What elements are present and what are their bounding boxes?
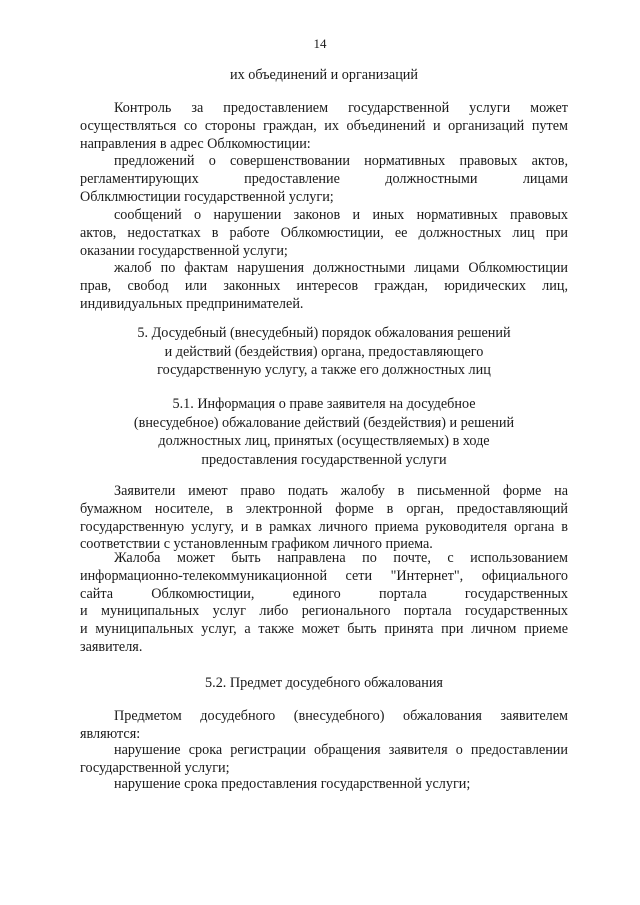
- text-line: актов, недостатках в работе Облкомюстиции, ее должностных лиц при: [80, 224, 568, 241]
- paragraph-reports: [80, 207, 568, 260]
- heading-line: государственную услугу, а также его должностных лиц: [157, 362, 491, 378]
- text-line: соответствии с установленным графиком личного приема.: [80, 536, 433, 553]
- text-line: осуществляться со стороны граждан, их объединений и организаций путем: [80, 117, 568, 134]
- heading-line: 5.1. Информация о праве заявителя на досудебное: [172, 396, 476, 412]
- paragraph-deadline-violation: [80, 776, 568, 794]
- text-line: индивидуальных предпринимателей.: [80, 295, 304, 312]
- text-line: информационно-телекоммуникационной сети "Интернет", официального: [80, 567, 568, 584]
- text-line: прав, свобод или законных интересов граждан, юридических лиц,: [80, 277, 568, 294]
- text-line: Заявители имеют право подать жалобу в письменной форме на: [114, 483, 568, 499]
- text-line: регламентирующих предоставление должностными лицами: [80, 170, 568, 187]
- heading-line: (внесудебное) обжалование действий (бездействия) и решений: [133, 414, 515, 431]
- page-number: 14: [313, 36, 327, 51]
- text-line: Предметом досудебного (внесудебного) обжалования заявителем: [114, 708, 568, 724]
- text-line: Контроль за предоставлением государственной услуги может: [114, 100, 568, 116]
- continued-heading: их объединений и организаций: [230, 67, 418, 83]
- text-line: являются:: [80, 725, 141, 742]
- section-heading-5-1: [80, 395, 568, 469]
- text-line: сообщений о нарушении законов и иных нормативных правовых: [114, 207, 568, 223]
- text-line: Облклмюстиции государственной услуги;: [80, 188, 334, 205]
- text-line: предложений о совершенствовании нормативных правовых актов,: [114, 153, 568, 169]
- text-line: сайта Облкомюстиции, единого портала государственных: [80, 585, 568, 602]
- text-line: и муниципальных услуг, а также может быть принята при личном приеме: [80, 621, 568, 638]
- paragraph-right-to-complain: [80, 483, 568, 554]
- section-heading-5: [80, 324, 568, 380]
- paragraph-control: [80, 100, 568, 153]
- text-line: нарушение срока предоставления государственной услуги;: [114, 776, 471, 792]
- heading-line: и действий (бездействия) органа, предоставляющего: [164, 343, 484, 360]
- text-line: государственной услуги;: [80, 759, 230, 776]
- text-line: оказании государственной услуги;: [80, 242, 288, 259]
- text-line: и муниципальных услуг либо регионального портала государственных: [80, 603, 568, 620]
- text-line: Жалоба может быть направлена по почте, с использованием: [114, 550, 568, 566]
- text-line: бумажном носителе, в электронной форме в орган, предоставляющий: [80, 500, 568, 517]
- section-heading-5-2: 5.2. Предмет досудебного обжалования: [205, 675, 443, 691]
- paragraph-registration-violation: [80, 742, 568, 778]
- paragraph-complaints: [80, 260, 568, 313]
- heading-line: предоставления государственной услуги: [201, 451, 447, 468]
- heading-line: должностных лиц, принятых (осуществляемых) в ходе: [158, 433, 490, 449]
- text-line: жалоб по фактам нарушения должностными лицами Облкомюстиции: [114, 260, 568, 276]
- text-line: нарушение срока регистрации обращения заявителя о предоставлении: [114, 742, 568, 758]
- text-line: направления в адрес Облкомюстиции:: [80, 135, 311, 152]
- text-line: заявителя.: [80, 638, 143, 655]
- text-line: государственную услугу, и в рамках личного приема руководителя органа в: [80, 518, 568, 535]
- paragraph-proposals: [80, 153, 568, 206]
- paragraph-subject: [80, 708, 568, 744]
- paragraph-complaint-channels: [80, 550, 568, 657]
- heading-line: 5. Досудебный (внесудебный) порядок обжалования решений: [137, 325, 511, 341]
